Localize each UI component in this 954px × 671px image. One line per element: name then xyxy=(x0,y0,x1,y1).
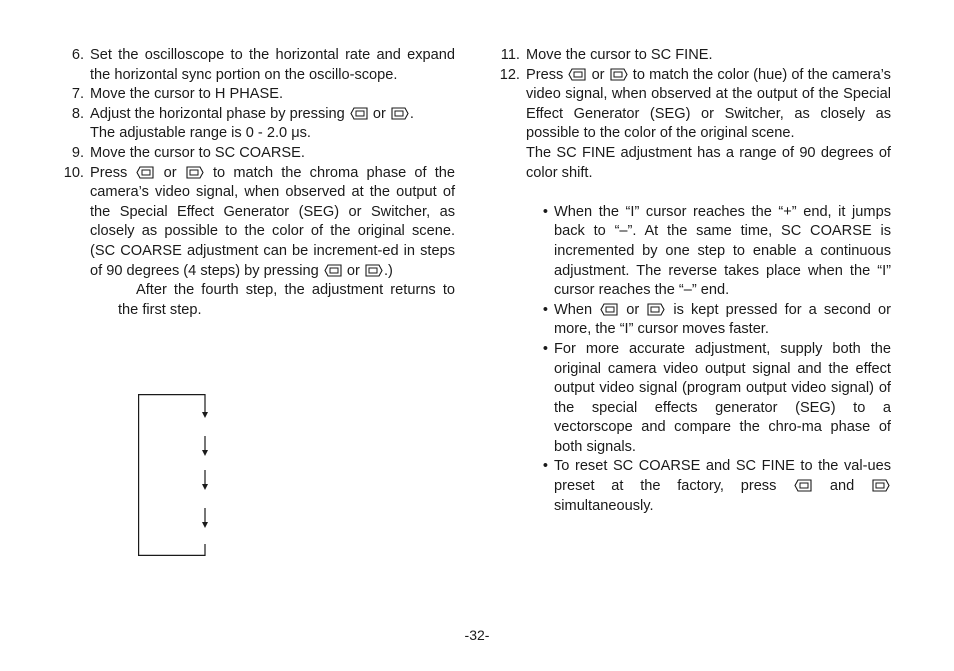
left-arrow-key-icon xyxy=(794,479,812,492)
list-item xyxy=(526,457,891,516)
page-number: -32- xyxy=(464,627,490,643)
step-10 xyxy=(58,164,455,282)
step-text: Set the oscilloscope to the horizontal rate and expand the horizontal sync portion on the oscillo-scope. xyxy=(90,47,455,83)
note-text: When the “I” cursor reaches the “+” end, it jumps back to “–”. At the same time, SC COARSE is incremented by one step to enable a continuous adjustment. The reverse takes place when the “I” cursor reaches the “–” end. xyxy=(554,203,891,299)
left-arrow-key-icon xyxy=(350,107,368,120)
list-item xyxy=(526,301,891,340)
note-text: and xyxy=(829,478,855,495)
step-text: .) xyxy=(383,262,393,279)
step-number: 10. xyxy=(63,164,84,181)
step-text: to match the chroma phase of the camera’s video signal, when observed at the output of the Special Effect Generator (SEG) or Switcher, as closely as possible to the color of the original scene. (SC COARSE adjustment can be increment-ed in steps of 90 degrees (4 steps) by pressing xyxy=(90,164,456,279)
step-number: 8. xyxy=(71,105,84,122)
left-arrow-key-icon xyxy=(600,303,618,316)
step-number: 7. xyxy=(71,86,84,103)
left-arrow-key-icon xyxy=(136,166,154,179)
left-column xyxy=(58,46,455,320)
step-11 xyxy=(494,46,891,66)
step-text: or xyxy=(346,262,360,279)
notes-list xyxy=(526,203,891,517)
right-arrow-key-icon xyxy=(391,107,409,120)
step-text: Move the cursor to SC COARSE. xyxy=(90,144,305,161)
note-text: For more accurate adjustment, supply both the original camera video output signal and the effect output video signal (program output video signal) of the special effects generator (SEG) to a vectorscope and compare the chro-ma phase of both signals. xyxy=(554,340,891,455)
note-text: or xyxy=(626,301,640,318)
step-6 xyxy=(58,46,455,85)
step-12 xyxy=(494,66,891,144)
left-arrow-key-icon xyxy=(324,264,342,277)
right-arrow-key-icon xyxy=(186,166,204,179)
bullet-mark: • xyxy=(542,458,548,475)
step-7 xyxy=(58,85,455,105)
step-text: Press xyxy=(90,164,128,181)
step-text: Press xyxy=(526,66,564,83)
bullet-mark: • xyxy=(542,340,548,357)
note-text: To reset SC COARSE and SC FINE to the val-ues preset at the factory, press xyxy=(554,458,891,495)
step-text: Move the cursor to H PHASE. xyxy=(90,86,284,103)
right-arrow-key-icon xyxy=(365,264,383,277)
step-cycle-diagram xyxy=(138,394,210,556)
right-column xyxy=(494,46,891,516)
step-text: Adjust the horizontal phase by pressing xyxy=(90,105,345,122)
step-text: or xyxy=(163,164,177,181)
step-number: 12. xyxy=(499,66,520,83)
step-8 xyxy=(58,105,455,144)
step-note: After the fourth step, the adjustment returns to the first step. xyxy=(118,282,455,318)
bullet-mark: • xyxy=(542,301,548,318)
list-item xyxy=(526,340,891,458)
step-text: . xyxy=(409,105,414,122)
step-text: to match the color (hue) of the camera’s video signal, when observed at the output of the Special Effect Generator (SEG) or Switcher, as closely as possible to the color of the original scene. xyxy=(526,66,891,142)
right-arrow-key-icon xyxy=(647,303,665,316)
note-text: simultaneously. xyxy=(554,497,654,514)
step-text: The adjustable range is 0 - 2.0 μs. xyxy=(90,125,311,142)
step-9 xyxy=(58,144,455,164)
list-item xyxy=(526,203,891,301)
right-arrow-key-icon xyxy=(872,479,890,492)
bullet-mark: • xyxy=(542,203,548,220)
note-text: is kept pressed for a second or more, the “I” cursor moves faster. xyxy=(554,301,891,338)
note-text: When xyxy=(554,301,593,318)
right-arrow-key-icon xyxy=(610,68,628,81)
step-number: 6. xyxy=(71,47,84,63)
left-arrow-key-icon xyxy=(568,68,586,81)
sc-fine-range-note: The SC FINE adjustment has a range of 90 degrees of color shift. xyxy=(526,144,891,181)
step-text: or xyxy=(591,66,605,83)
step-number: 9. xyxy=(71,144,84,161)
step-text: Move the cursor to SC FINE. xyxy=(526,47,713,63)
step-text: or xyxy=(372,105,386,122)
step-number: 11. xyxy=(500,47,520,63)
